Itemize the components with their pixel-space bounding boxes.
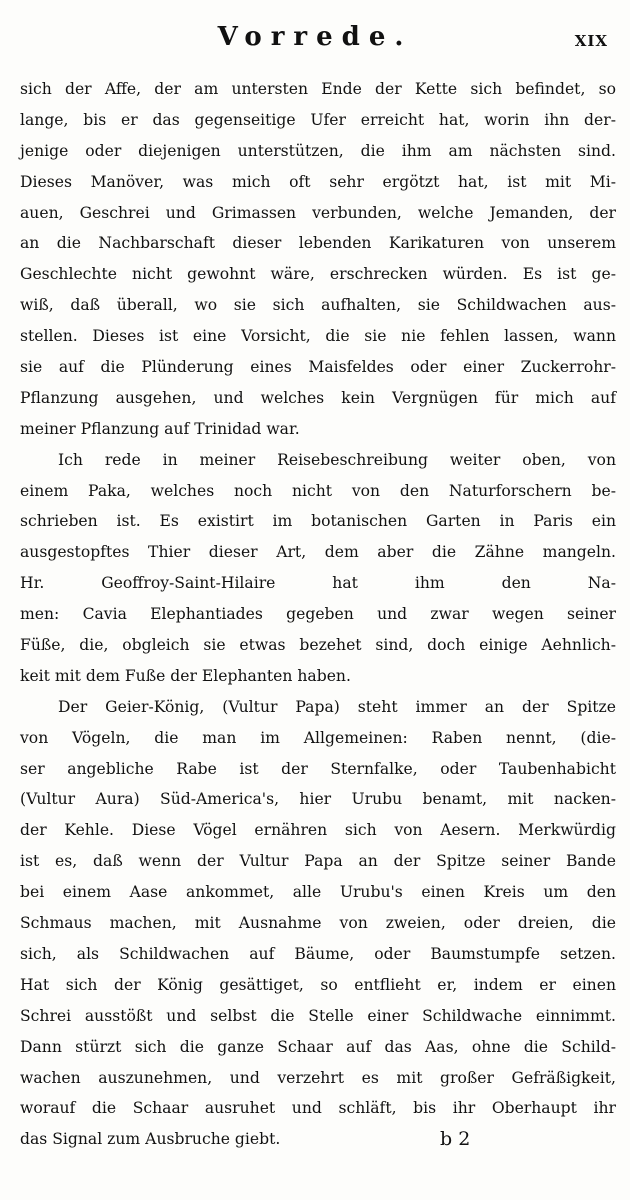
text-line: Füße, die, obgleich sie etwas bezehet sind, doch einige Aehnlich- <box>20 636 616 655</box>
text-line: ausgestopftes Thier dieser Art, dem aber die Zähne mangeln. <box>20 543 616 562</box>
text-line: men: Cavia Elephantiades gegeben und zwar wegen seiner <box>20 605 616 624</box>
text-line: auen, Geschrei und Grimassen verbunden, welche Jemanden, der <box>20 203 616 222</box>
text-line: Geschlechte nicht gewohnt wäre, erschrecken würden. Es ist ge- <box>20 265 616 284</box>
text-line: worauf die Schaar ausruhet und schläft, bis ihr Oberhaupt ihr <box>20 1099 616 1118</box>
text-line: keit mit dem Fuße der Elephanten haben. <box>20 666 351 685</box>
text-line: Pflanzung ausgehen, und welches kein Vergnügen für mich auf <box>20 388 616 407</box>
page-number: XIX <box>574 32 608 50</box>
text-line: schrieben ist. Es existirt im botanischen Garten in Paris ein <box>20 512 616 531</box>
text-line: wachen auszunehmen, und verzehrt es mit großer Gefräßigkeit, <box>20 1068 616 1087</box>
running-head-title: Vorrede. <box>217 22 413 52</box>
text-line: (Vultur Aura) Süd-America's, hier Urubu benamt, mit nacken- <box>20 790 616 809</box>
text-line: wiß, daß überall, wo sie sich aufhalten, sie Schildwachen aus- <box>20 296 616 315</box>
text-line: jenige oder diejenigen unterstützen, die ihm am nächsten sind. <box>20 141 616 160</box>
text-line: Ich rede in meiner Reisebeschreibung weiter oben, von <box>58 450 616 469</box>
text-line: ist es, daß wenn der Vultur Papa an der Spitze seiner Bande <box>20 852 616 871</box>
text-line: sich der Affe, der am untersten Ende der Kette sich befindet, so <box>20 80 616 98</box>
text-line: Schmaus machen, mit Ausnahme von zweien, oder dreien, die <box>20 914 616 933</box>
text-line: der Kehle. Diese Vögel ernähren sich von Aesern. Merkwürdig <box>20 821 616 840</box>
text-line: stellen. Dieses ist eine Vorsicht, die sie nie fehlen lassen, wann <box>20 327 616 346</box>
text-line: das Signal zum Ausbruche giebt. <box>20 1130 281 1149</box>
signature-mark: b 2 <box>440 1128 471 1150</box>
text-line: sie auf die Plünderung eines Maisfeldes oder einer Zuckerrohr- <box>20 358 616 377</box>
text-line: Der Geier-König, (Vultur Papa) steht immer an der Spitze <box>58 697 616 716</box>
text-line: von Vögeln, die man im Allgemeinen: Raben nennt, (die- <box>20 728 616 747</box>
text-line: lange, bis er das gegenseitige Ufer erreicht hat, worin ihn der- <box>20 110 616 129</box>
text-line: Hat sich der König gesättiget, so entflieht er, indem er einen <box>20 975 616 994</box>
text-line: einem Paka, welches noch nicht von den Naturforschern be- <box>20 481 616 500</box>
body-text <box>20 74 616 1155</box>
text-line: Schrei ausstößt und selbst die Stelle einer Schildwache einnimmt. <box>20 1006 616 1025</box>
text-line: meiner Pflanzung auf Trinidad war. <box>20 419 300 438</box>
text-line: Dann stürzt sich die ganze Schaar auf das Aas, ohne die Schild- <box>20 1037 616 1056</box>
text-line: Hr. Geoffroy-Saint-Hilaire hat ihm den Na- <box>20 574 616 593</box>
text-line: Dieses Manöver, was mich oft sehr ergötzt hat, ist mit Mi- <box>20 172 616 191</box>
text-line: bei einem Aase ankommet, alle Urubu's einen Kreis um den <box>20 883 616 902</box>
text-line: an die Nachbarschaft dieser lebenden Karikaturen von unserem <box>20 234 616 253</box>
text-line: sich, als Schildwachen auf Bäume, oder Baumstumpfe setzen. <box>20 944 616 963</box>
text-line: ser angebliche Rabe ist der Sternfalke, oder Taubenhabicht <box>20 759 616 778</box>
